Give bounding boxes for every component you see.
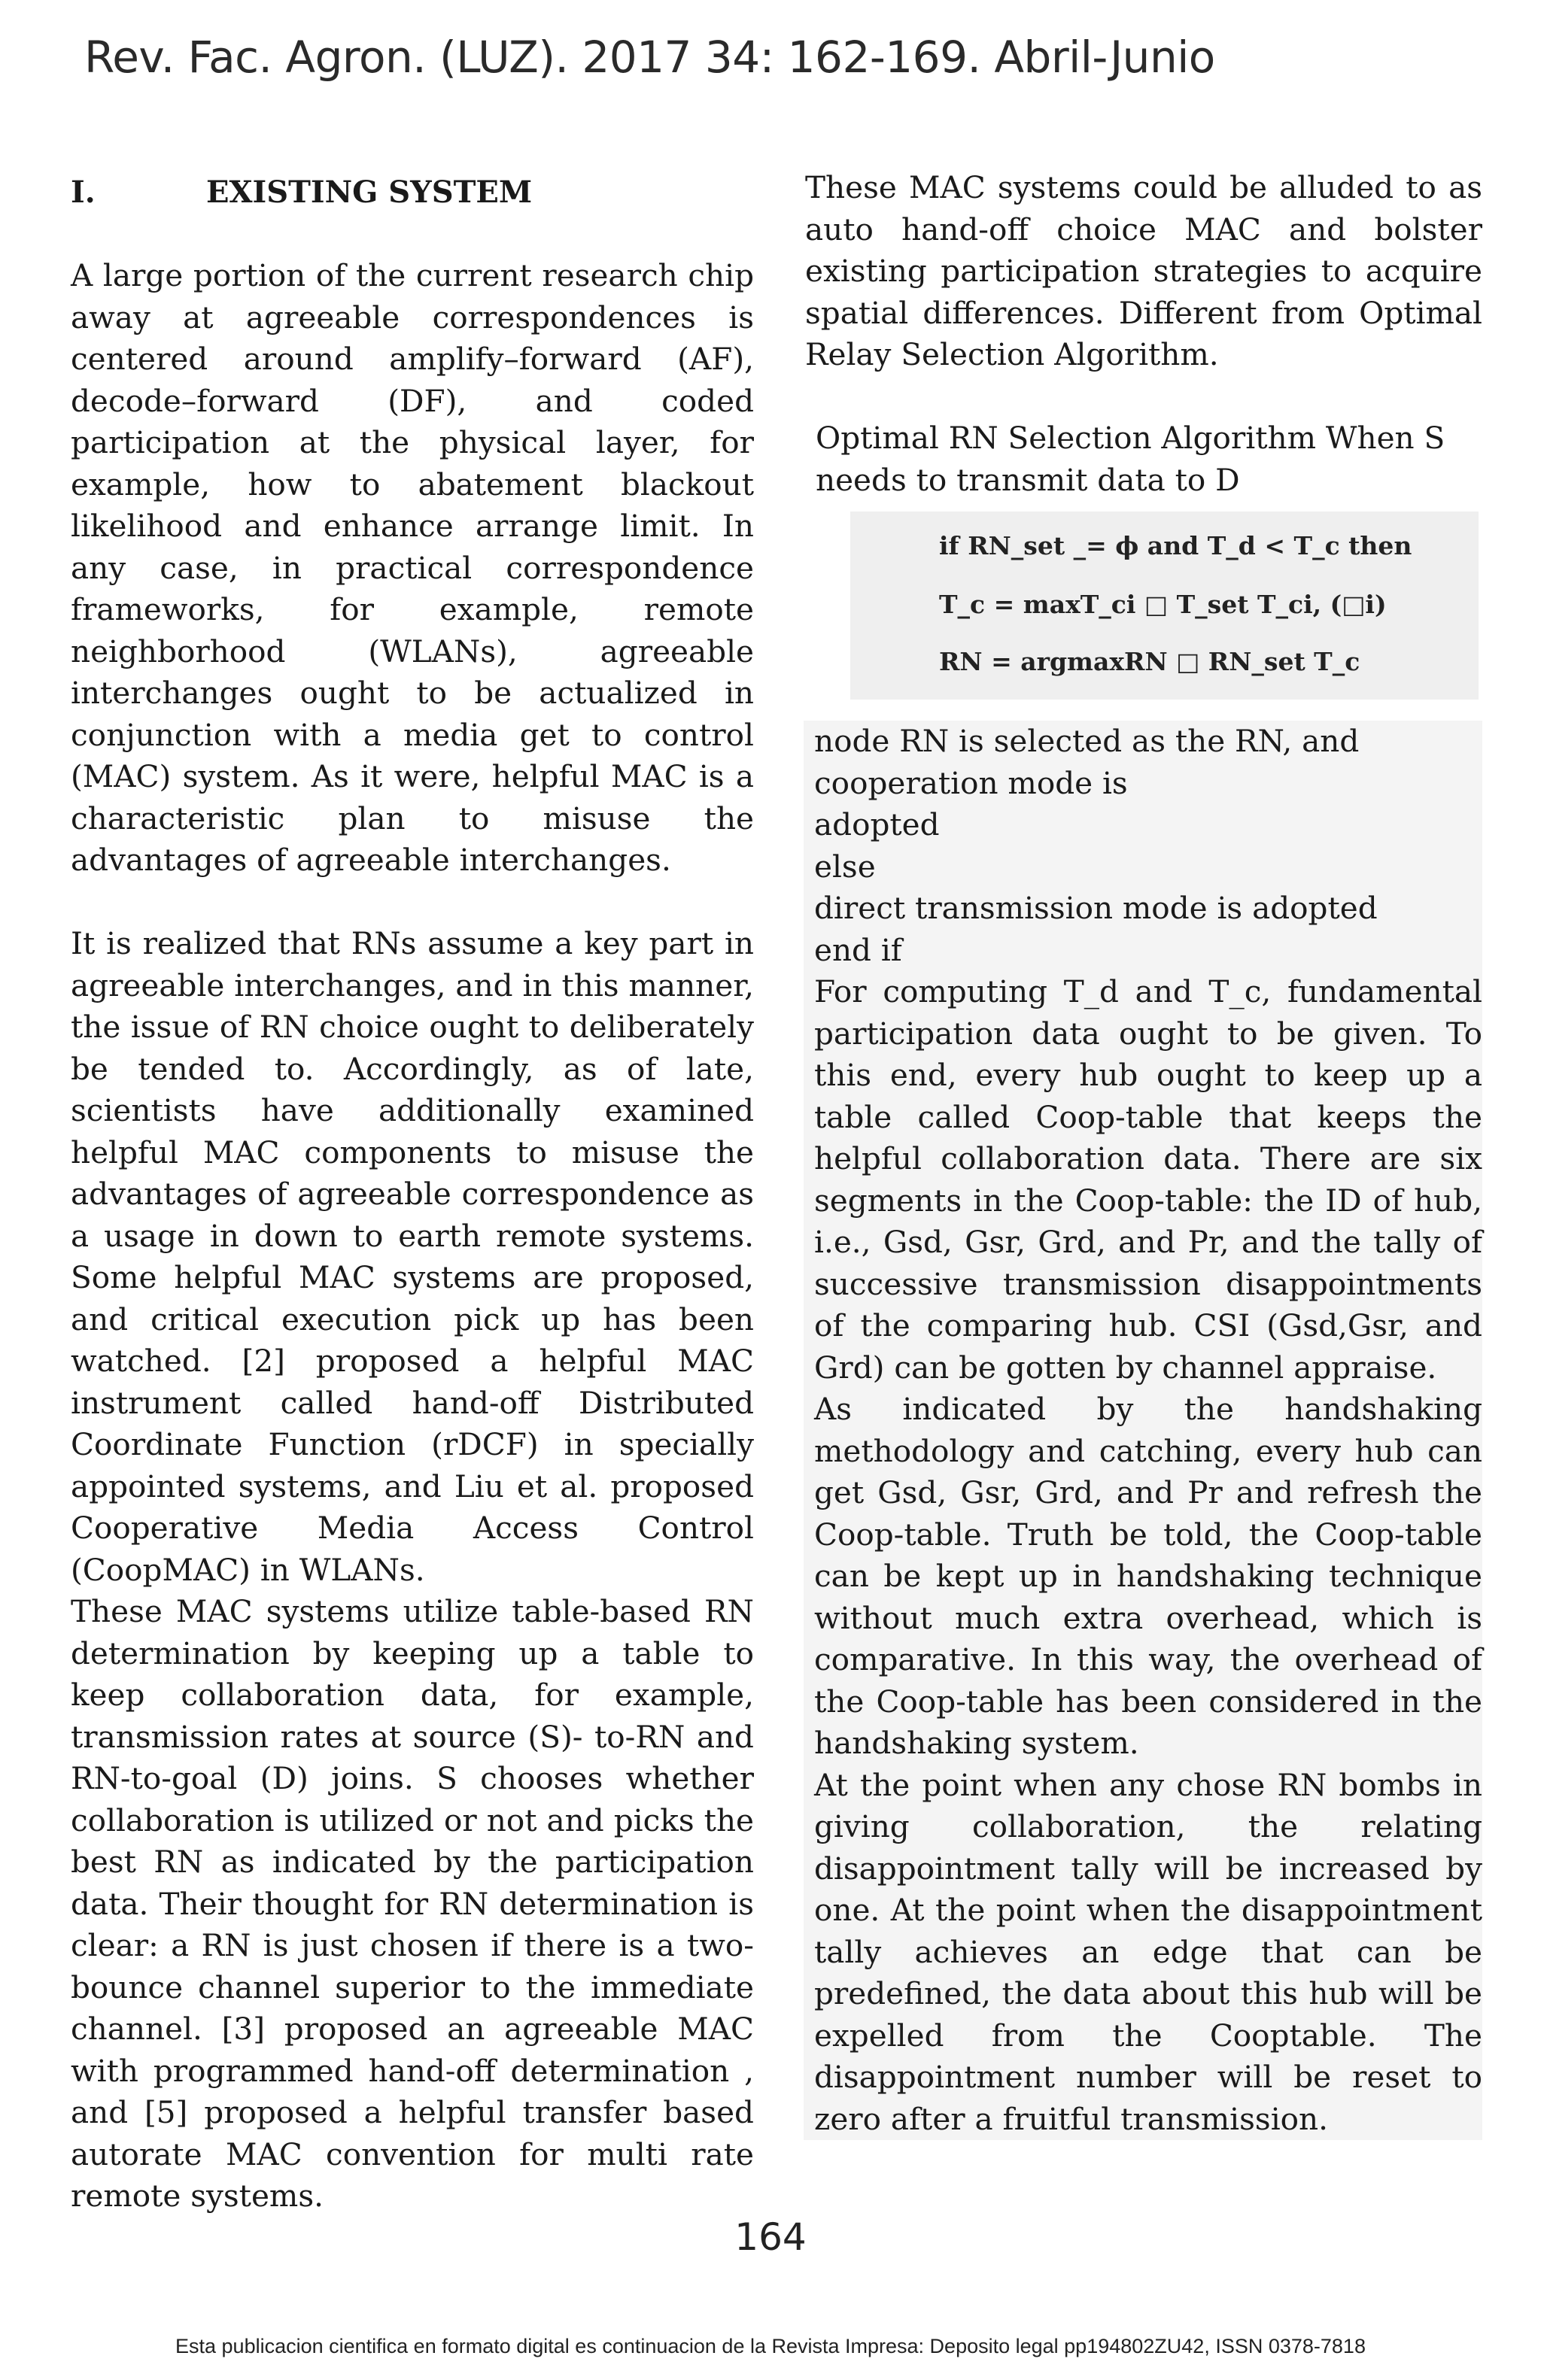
paragraph-4: These MAC systems could be alluded to as auto hand-off choice MAC and bolster existing participation strategies to acquire spatial differences. Different from Optimal Relay Selection Algorithm. <box>805 169 1482 372</box>
journal-header: Rev. Fac. Agron. (LUZ). 2017 34: 162-169. Abril-Junio <box>84 32 1215 83</box>
paragraph-2: It is realized that RNs assume a key part in agreeable interchanges, and in this manner, the issue of RN choice ought to deliberately be tended to. Accordingly, as of late, scientists have additionally examined helpful MAC components to misuse the advantages of agreeable correspondence as a usage in down to earth remote systems. Some helpful MAC systems are proposed, and critical execution pick up has been watched. [2] proposed a helpful MAC instrument called hand-off Distributed Coordinate Function (rDCF) in specially appointed systems, and Liu et al. proposed Cooperative Media Access Control (CoopMAC) in WLANs. <box>71 925 754 1588</box>
pseudocode-line: RN = argmaxRN □ RN_set T_c <box>939 647 1360 676</box>
algorithm-line: end if <box>814 931 902 968</box>
right-column <box>805 167 1482 2140</box>
algorithm-title: Optimal RN Selection Algorithm When S needs to transmit data to D <box>816 420 1445 498</box>
paragraph-6: As indicated by the handshaking methodology and catching, every hub can get Gsd, Gsr, Grd, and Pr and refresh the Coop-table. Truth be told, the Coop-table can be kept up in handshaking technique without much extra overhead, which is comparative. In this way, the overhead of the Coop-table has been considered in the handshaking system. <box>814 1391 1482 1761</box>
pseudocode-line: T_c = maxT_ci □ T_set T_ci, (□i) <box>939 590 1387 619</box>
algorithm-line: else <box>814 848 876 885</box>
left-column <box>71 168 754 2218</box>
algorithm-line: adopted <box>814 806 940 842</box>
algorithm-line: node RN is selected as the RN, and cooperation mode is <box>814 723 1360 801</box>
section-number: I. <box>71 175 96 210</box>
paragraph-3: These MAC systems utilize table-based RN determination by keeping up a table to keep collaboration data, for example, transmission rates at source (S)- to-RN and RN-to-goal (D) joins. S chooses whether collaboration is utilized or not and picks the best RN as indicated by the participation data. Their thought for RN determination is clear: a RN is just chosen if there is a two-bounce channel superior to the immediate channel. [3] proposed an agreeable MAC with programmed hand-off determination , and [5] proposed a helpful transfer based autorate MAC convention for multi rate remote systems. <box>71 1593 754 2214</box>
algorithm-body <box>804 721 1482 2140</box>
section-title: EXISTING SYSTEM <box>206 175 533 210</box>
pseudocode-line: if RN_set _= ϕ and T_d < T_c then <box>939 531 1412 560</box>
paragraph-1: A large portion of the current research chip away at agreeable correspondences is centered around amplify–forward (AF), decode–forward (DF), and coded participation at the physical layer, for example, how to abatement blackout likelihood and enhance arrange limit. In any case, in practical correspondence frameworks, for example, remote neighborhood (WLANs), agreeable interchanges ought to be actualized in conjunction with a media get to control (MAC) system. As it were, helpful MAC is a characteristic plan to misuse the advantages of agreeable interchanges. <box>71 257 754 878</box>
section-heading <box>71 168 754 214</box>
pseudocode-block <box>850 512 1479 700</box>
page-number: 164 <box>734 2215 807 2259</box>
footer-note: Esta publicacion cientifica en formato digital es continuacion de la Revista Impresa: Deposito legal pp194802ZU42, ISSN 0378-7818 <box>175 2335 1366 2357</box>
paragraph-7: At the point when any chose RN bombs in giving collaboration, the relating disappointment tally will be increased by one. At the point when the disappointment tally achieves an edge that can be predefined, the data about this hub will be expelled from the Cooptable. The disappointment number will be reset to zero after a fruitful transmission. <box>814 1766 1482 2137</box>
paragraph-5: For computing T_d and T_c, fundamental participation data ought to be given. To this end, every hub ought to keep up a table called Coop-table that keeps the helpful collaboration data. There are six segments in the Coop-table: the ID of hub, i.e., Gsd, Gsr, Grd, and Pr, and the tally of successive transmission disappointments of the comparing hub. CSI (Gsd,Gsr, and Grd) can be gotten by channel appraise. <box>814 973 1482 1386</box>
algorithm-line: direct transmission mode is adopted <box>814 890 1378 926</box>
